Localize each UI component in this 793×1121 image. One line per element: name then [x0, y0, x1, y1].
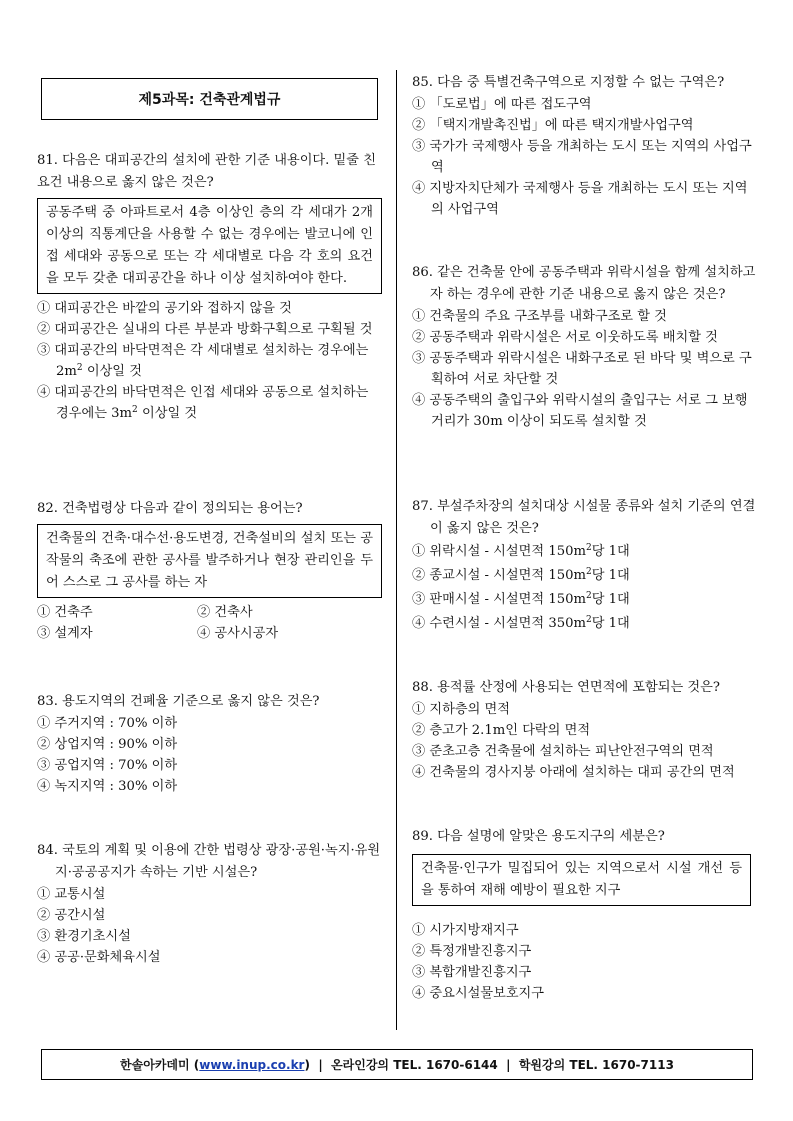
question-85-option-4[interactable]: ④ 지방자치단체가 국제행사 등을 개최하는 도시 또는 지역의 사업구역 — [412, 181, 748, 217]
question-85-stem: 85. 다음 중 특별건축구역으로 지정할 수 없는 구역은? — [412, 75, 725, 90]
question-84-option-4[interactable]: ④ 공공·문화체육시설 — [37, 950, 161, 965]
option-text: 당 1대 — [591, 568, 630, 583]
question-81 — [37, 150, 382, 424]
option-text: 이상일 것 — [137, 406, 198, 421]
question-88-option-3[interactable]: ③ 준초고층 건축물에 설치하는 피난안전구역의 면적 — [412, 744, 714, 759]
question-86-option-4[interactable]: ④ 공동주택의 출입구와 위락시설의 출입구는 서로 그 보행거리가 30m 이상이 되도록 설치할 것 — [412, 393, 748, 429]
question-86-option-2[interactable]: ② 공동주택과 위락시설은 서로 이웃하도록 배치할 것 — [412, 330, 718, 345]
question-83-option-4[interactable]: ④ 녹지지역 : 30% 이하 — [37, 779, 178, 794]
question-87 — [412, 496, 757, 636]
question-88-option-1[interactable]: ① 지하층의 면적 — [412, 702, 511, 717]
question-86-stem: 86. 같은 건축물 안에 공동주택과 위락시설을 함께 설치하고자 하는 경우에 관한 기준 내용으로 옳지 않은 것은? — [412, 265, 756, 302]
option-text: 이상일 것 — [82, 364, 142, 379]
question-83-option-2[interactable]: ② 상업지역 : 90% 이하 — [37, 737, 178, 752]
question-84 — [37, 840, 382, 968]
question-81-box: 공동주택 중 아파트로서 4층 이상인 층의 각 세대가 2개 이상의 직통계단을 사용할 수 없는 경우에는 발코니에 인접 세대와 공동으로 또는 각 세대별로 다음 각 호의 요건을 모두 갖춘 대피공간을 하나 이상 설치하여야 한다. — [37, 198, 382, 294]
question-88-stem: 88. 용적률 산정에 사용되는 연면적에 포함되는 것은? — [412, 680, 720, 695]
question-89-option-3[interactable]: ③ 복합개발진흥지구 — [412, 965, 532, 980]
question-81-option-3[interactable] — [37, 340, 382, 382]
question-81-stem: 81. 다음은 대피공간의 설치에 관한 기준 내용이다. 밑줄 친 요건 내용으로 옳지 않은 것은? — [37, 153, 376, 190]
superscript: 2 — [586, 567, 592, 577]
question-82-option-1[interactable]: ① 건축주 — [37, 605, 93, 620]
question-84-option-1[interactable]: ① 교통시설 — [37, 887, 106, 902]
question-89-option-2[interactable]: ② 특정개발진흥지구 — [412, 944, 532, 959]
column-divider — [396, 70, 397, 1030]
option-text: 당 1대 — [591, 616, 630, 631]
option-text: ② 종교시설 - 시설면적 150m — [412, 568, 586, 583]
question-85-option-2[interactable]: ② 「택지개발촉진법」에 따른 택지개발사업구역 — [412, 118, 694, 133]
question-85-option-1[interactable]: ① 「도로법」에 따른 접도구역 — [412, 97, 592, 112]
option-text: ③ 판매시설 - 시설면적 150m — [412, 592, 586, 607]
superscript: 2 — [132, 405, 138, 415]
question-86-option-3[interactable]: ③ 공동주택과 위락시설은 내화구조로 된 바닥 및 벽으로 구획하여 서로 차단할 것 — [412, 351, 752, 387]
question-81-option-4[interactable] — [37, 382, 382, 424]
question-81-option-1[interactable]: ① 대피공간은 바깥의 공기와 접하지 않을 것 — [37, 301, 292, 316]
question-87-option-3[interactable] — [412, 588, 757, 612]
question-82-option-4[interactable]: ④ 공사시공자 — [197, 626, 279, 641]
option-text: 당 1대 — [591, 544, 630, 559]
question-87-stem: 87. 부설주차장의 설치대상 시설물 종류와 설치 기준의 연결이 옳지 않은 것은? — [412, 499, 756, 536]
superscript: 2 — [76, 363, 83, 373]
question-83-option-3[interactable]: ③ 공업지역 : 70% 이하 — [37, 758, 178, 773]
footer — [41, 1049, 753, 1080]
footer-prefix: 한솔아카데미 ( — [120, 1058, 200, 1072]
question-85-option-3[interactable]: ③ 국가가 국제행사 등을 개최하는 도시 또는 지역의 사업구역 — [412, 139, 752, 175]
option-text: ③ 대피공간의 바닥면적은 각 세대별로 설치하는 경우에는 2m — [37, 343, 369, 379]
section-title: 제5과목: 건축관계법규 — [41, 78, 378, 120]
question-89-stem: 89. 다음 설명에 알맞은 용도지구의 세분은? — [412, 829, 665, 844]
question-82-box: 건축물의 건축·대수선·용도변경, 건축설비의 설치 또는 공작물의 축조에 관한 공사를 발주하거나 현장 관리인을 두어 스스로 그 공사를 하는 자 — [37, 524, 382, 598]
question-82-option-2[interactable]: ② 건축사 — [197, 605, 253, 620]
question-87-option-4[interactable] — [412, 612, 757, 636]
question-83 — [37, 691, 382, 797]
question-86-option-1[interactable]: ① 건축물의 주요 구조부를 내화구조로 할 것 — [412, 309, 667, 324]
question-81-option-2[interactable]: ② 대피공간은 실내의 다른 부분과 방화구획으로 구획될 것 — [37, 322, 373, 337]
superscript: 2 — [586, 591, 592, 601]
question-82 — [37, 498, 382, 644]
website-link[interactable]: www.inup.co.kr — [199, 1057, 305, 1072]
superscript: 2 — [586, 615, 592, 625]
question-82-option-3[interactable]: ③ 설계자 — [37, 626, 93, 641]
question-83-option-1[interactable]: ① 주거지역 : 70% 이하 — [37, 716, 178, 731]
superscript: 2 — [586, 543, 592, 553]
question-87-option-1[interactable] — [412, 540, 757, 564]
question-84-stem: 84. 국토의 계획 및 이용에 간한 법령상 광장·공원·녹지·유원지·공공공지가 속하는 기반 시설은? — [37, 843, 381, 880]
question-88 — [412, 677, 757, 783]
question-88-option-4[interactable]: ④ 건축물의 경사지붕 아래에 설치하는 대피 공간의 면적 — [412, 765, 735, 780]
option-text: ④ 수련시설 - 시설면적 350m — [412, 616, 586, 631]
question-83-stem: 83. 용도지역의 건폐율 기준으로 옳지 않은 것은? — [37, 694, 320, 709]
question-82-stem: 82. 건축법령상 다음과 같이 정의되는 용어는? — [37, 501, 303, 516]
question-84-option-3[interactable]: ③ 환경기초시설 — [37, 929, 131, 944]
question-89-option-1[interactable]: ① 시가지방재지구 — [412, 923, 519, 938]
question-89-option-4[interactable]: ④ 중요시설물보호지구 — [412, 986, 545, 1001]
question-85 — [412, 72, 757, 220]
question-82-options — [37, 602, 382, 644]
option-text: ① 위락시설 - 시설면적 150m — [412, 544, 586, 559]
option-text: 당 1대 — [591, 592, 630, 607]
question-89 — [412, 826, 757, 1004]
footer-contact: ) | 온라인강의 TEL. 1670-6144 | 학원강의 TEL. 1670-7113 — [304, 1058, 674, 1072]
question-87-option-2[interactable] — [412, 564, 757, 588]
question-89-box: 건축물·인구가 밀집되어 있는 지역으로서 시설 개선 등을 통하여 재해 예방이 필요한 지구 — [412, 854, 751, 906]
question-86 — [412, 262, 757, 432]
option-text: ④ 대피공간의 바닥면적은 인접 세대와 공동으로 설치하는 경우에는 3m — [37, 385, 369, 421]
question-88-option-2[interactable]: ② 층고가 2.1m인 다락의 면적 — [412, 723, 591, 738]
question-84-option-2[interactable]: ② 공간시설 — [37, 908, 106, 923]
